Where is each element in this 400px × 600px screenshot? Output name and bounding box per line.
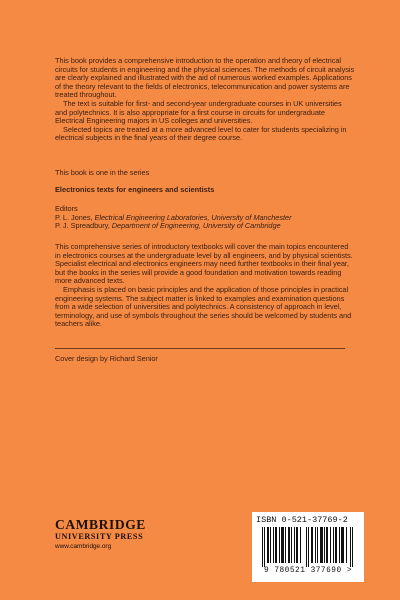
- editor-2-name: P. J. Spreadbury,: [55, 221, 112, 231]
- publisher-logo: [55, 518, 146, 551]
- barcode-number: 9 780521 377690 >: [263, 567, 353, 575]
- series-title: Electronics texts for engineers and scientists: [55, 185, 215, 194]
- series-paragraph-2: Emphasis is placed on basic principles and the application of those principles in practical engineering systems. The subject matter is linked to examples and examination questions from a wide selection of universities and polytechnics. A consistency of approach in level, terminology, and use of symbols throughout the series should be welcomed by students and teachers alike.: [55, 284, 352, 329]
- editor-2: [55, 222, 355, 231]
- isbn-barcode-box: [252, 512, 364, 582]
- editors-block: [55, 205, 355, 231]
- editor-1-name: P. L. Jones,: [55, 212, 95, 222]
- publisher-url: www.cambridge.org: [55, 543, 112, 550]
- description-block: [55, 57, 355, 143]
- divider-line: [55, 348, 345, 349]
- cover-credit-block: [55, 355, 355, 364]
- description-paragraph-3: Selected topics are treated at a more advanced level to cater for students specializing in electrical subjects in the final years of their degree course.: [55, 124, 347, 143]
- series-title-block: [55, 185, 355, 194]
- publisher-name-line-1: CAMBRIDGE: [55, 517, 146, 532]
- editor-2-affiliation: Department of Engineering, University of Cambridge: [111, 221, 281, 231]
- isbn-label: ISBN 0-521-37769-2: [256, 515, 348, 525]
- editor-1-affiliation: Electrical Engineering Laboratories, University of Manchester: [94, 212, 292, 222]
- cover-design-credit: Cover design by Richard Senior: [55, 354, 158, 363]
- series-paragraph-1: This comprehensive series of introductory textbooks will cover the main topics encountered in electronics courses at the undergraduate level by all engineers, and by physical scientists. Specialist electrical and electronics engineers may need further textbooks in their final year, but the books in the series will provide a good foundation and motivation towards reading more advanced texts.: [55, 242, 353, 286]
- barcode-icon: [260, 527, 356, 567]
- description-paragraph-2: The text is suitable for first- and second-year undergraduate courses in UK universities and polytechnics. It is also appropriate for a first course in circuits for undergraduate Electrical Engineering majors in US colleges and universities.: [55, 98, 342, 126]
- series-note: This book is one in the series: [55, 168, 150, 177]
- publisher-name-line-2: UNIVERSITY PRESS: [55, 532, 144, 541]
- series-note-block: [55, 169, 355, 178]
- description-paragraph-1: This book provides a comprehensive introduction to the operation and theory of electrical circuits for students in engineering and the physical sciences. The methods of circuit analysis are clearly explained and illustrated with the aid of numerous worked examples. Applications of the theory relevant to the fields of electronics, telecommunication and power systems are treated throughout.: [55, 56, 355, 100]
- series-description-block: [55, 243, 355, 329]
- editors-label: Editors: [55, 204, 78, 213]
